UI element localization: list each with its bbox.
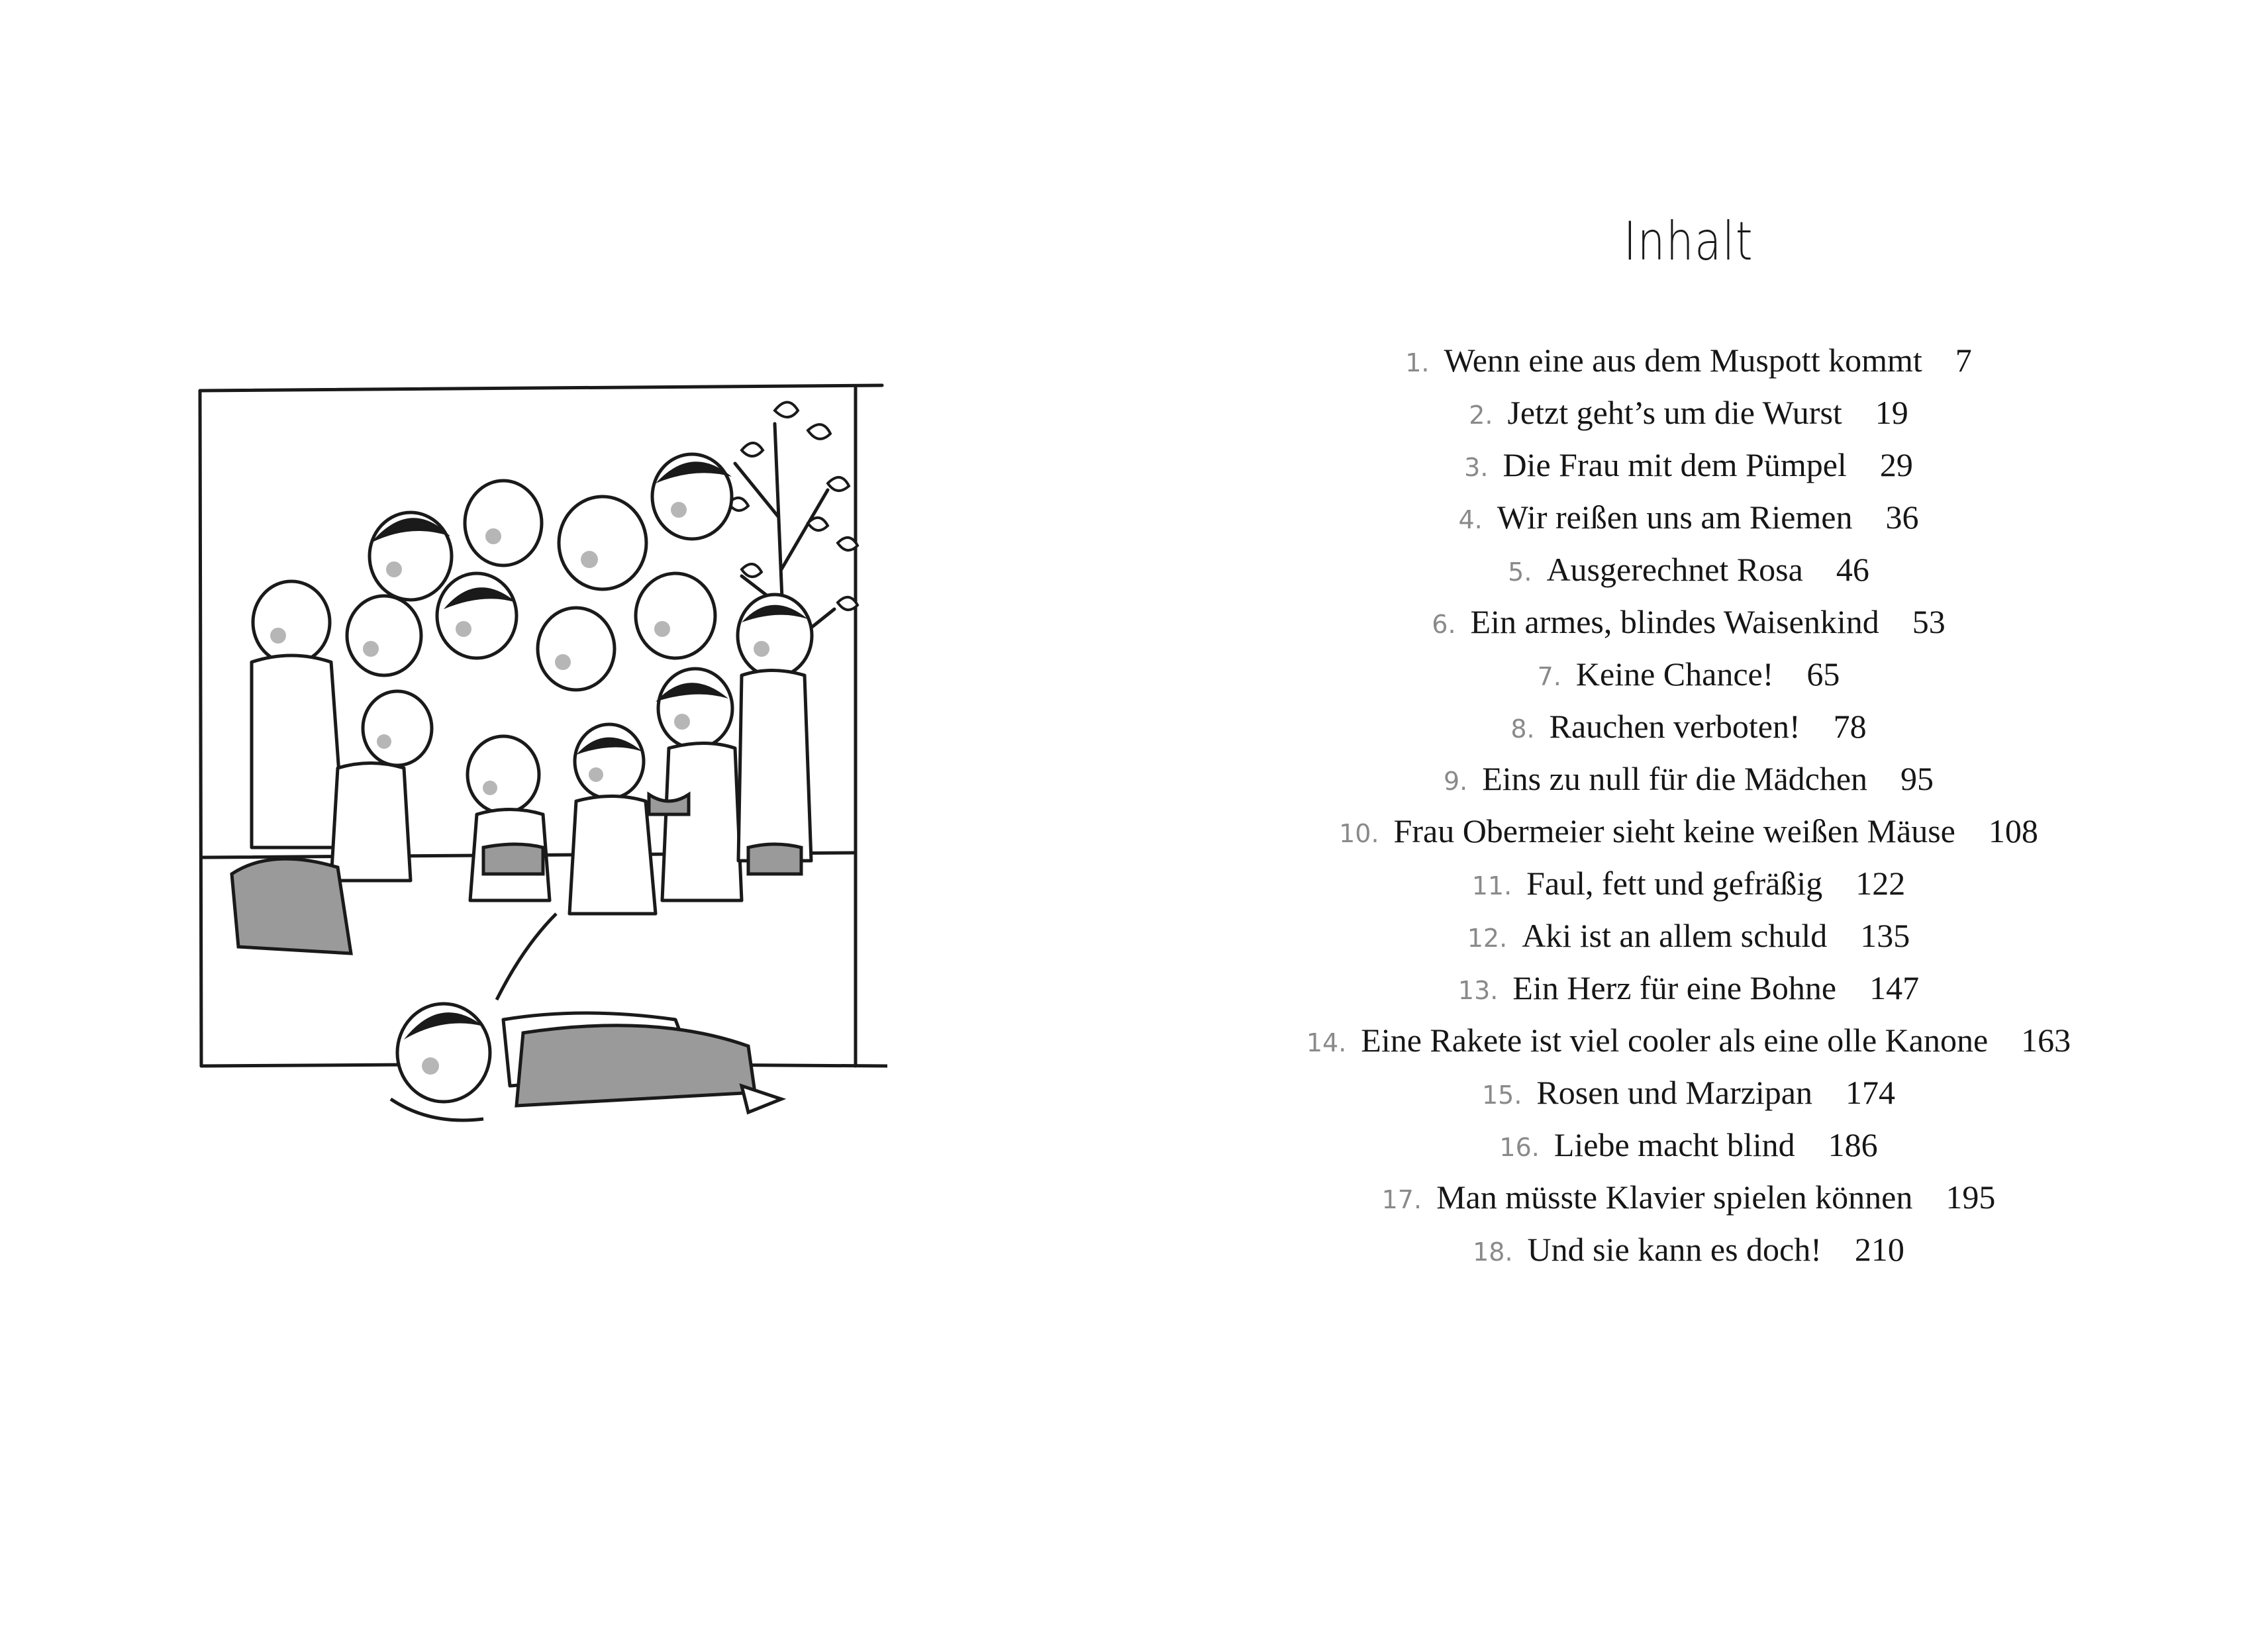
chapter-title: Aki ist an allem schuld: [1522, 917, 1828, 954]
chapter-page-number: 78: [1833, 708, 1867, 745]
chapter-title: Man müsste Klavier spielen können: [1436, 1179, 1913, 1216]
chapter-page-number: 147: [1869, 969, 1920, 1006]
toc-entry: [1225, 1014, 2152, 1067]
toc-entry: [1225, 1171, 2152, 1224]
chapter-title: Rosen und Marzipan: [1536, 1074, 1812, 1111]
toc-entry: [1225, 1224, 2152, 1276]
group-of-children-illustration: [192, 371, 887, 1179]
chapter-title: Die Frau mit dem Pümpel: [1503, 446, 1847, 483]
toc-entry: [1225, 387, 2152, 439]
chapter-page-number: 29: [1879, 446, 1913, 483]
chapter-page-number: 163: [2021, 1022, 2071, 1059]
toc-entry: [1225, 805, 2152, 857]
chapter-title: Eins zu null für die Mädchen: [1482, 760, 1868, 797]
chapter-page-number: 36: [1885, 499, 1919, 536]
chapter-number: 17.: [1381, 1185, 1422, 1214]
chapter-page-number: 195: [1946, 1179, 1996, 1216]
chapter-page-number: 122: [1855, 865, 1906, 902]
chapter-title: Keine Chance!: [1575, 655, 1774, 693]
table-of-contents: [1225, 334, 2152, 1276]
chapter-title: Jetzt geht’s um die Wurst: [1507, 394, 1842, 431]
chapter-page-number: 95: [1900, 760, 1934, 797]
toc-entry: [1225, 753, 2152, 805]
chapter-page-number: 65: [1806, 655, 1840, 693]
toc-entry: [1225, 491, 2152, 544]
chapter-title: Ein armes, blindes Waisenkind: [1470, 603, 1879, 640]
toc-entry: [1225, 1067, 2152, 1119]
chapter-title: Frau Obermeier sieht keine weißen Mäuse: [1393, 812, 1955, 849]
chapter-page-number: 174: [1846, 1074, 1895, 1111]
chapter-page-number: 19: [1875, 394, 1908, 431]
chapter-number: 11.: [1471, 871, 1512, 900]
chapter-number: 7.: [1537, 662, 1561, 691]
chapter-title: Eine Rakete ist viel cooler als eine olle Kanone: [1361, 1022, 1989, 1059]
toc-entry: [1225, 700, 2152, 753]
chapter-number: 8.: [1510, 714, 1535, 744]
toc-entry: [1225, 544, 2152, 596]
toc-entry: [1225, 648, 2152, 700]
children-drawing-icon: [192, 371, 887, 1179]
chapter-number: 3.: [1464, 453, 1489, 482]
chapter-number: 15.: [1481, 1081, 1522, 1110]
chapter-number: 1.: [1405, 348, 1430, 377]
chapter-number: 10.: [1339, 819, 1379, 848]
chapter-number: 5.: [1508, 557, 1532, 587]
chapter-number: 2.: [1469, 401, 1493, 430]
chapter-title: Liebe macht blind: [1553, 1126, 1795, 1163]
chapter-number: 14.: [1306, 1028, 1347, 1057]
chapter-number: 13.: [1457, 976, 1499, 1005]
chapter-number: 18.: [1473, 1237, 1513, 1267]
toc-entry: [1225, 439, 2152, 491]
chapter-page-number: 210: [1854, 1231, 1904, 1268]
toc-entry: [1225, 1119, 2152, 1171]
chapter-page-number: 46: [1836, 551, 1869, 588]
chapter-title: Wenn eine aus dem Muspott kommt: [1444, 342, 1922, 379]
chapter-number: 9.: [1443, 767, 1468, 796]
chapter-page-number: 7: [1955, 342, 1972, 379]
chapter-page-number: 186: [1828, 1126, 1878, 1163]
chapter-title: Faul, fett und gefräßig: [1526, 865, 1823, 902]
toc-entry: [1225, 857, 2152, 910]
toc-entry: [1225, 962, 2152, 1014]
toc-entry: [1225, 334, 2152, 387]
chapter-title: Und sie kann es doch!: [1527, 1231, 1822, 1268]
chapter-number: 4.: [1458, 505, 1483, 534]
toc-title: Inhalt: [1623, 211, 1754, 272]
chapter-title: Rauchen verboten!: [1549, 708, 1800, 745]
chapter-title: Ausgerechnet Rosa: [1546, 551, 1803, 588]
chapter-number: 12.: [1467, 924, 1508, 953]
toc-entry: [1225, 910, 2152, 962]
chapter-number: 6.: [1432, 610, 1456, 639]
chapter-title: Ein Herz für eine Bohne: [1512, 969, 1837, 1006]
chapter-page-number: 108: [1988, 812, 2038, 849]
chapter-number: 16.: [1499, 1133, 1540, 1162]
toc-entry: [1225, 596, 2152, 648]
chapter-title: Wir reißen uns am Riemen: [1497, 499, 1853, 536]
chapter-page-number: 135: [1860, 917, 1910, 954]
chapter-page-number: 53: [1912, 603, 1946, 640]
